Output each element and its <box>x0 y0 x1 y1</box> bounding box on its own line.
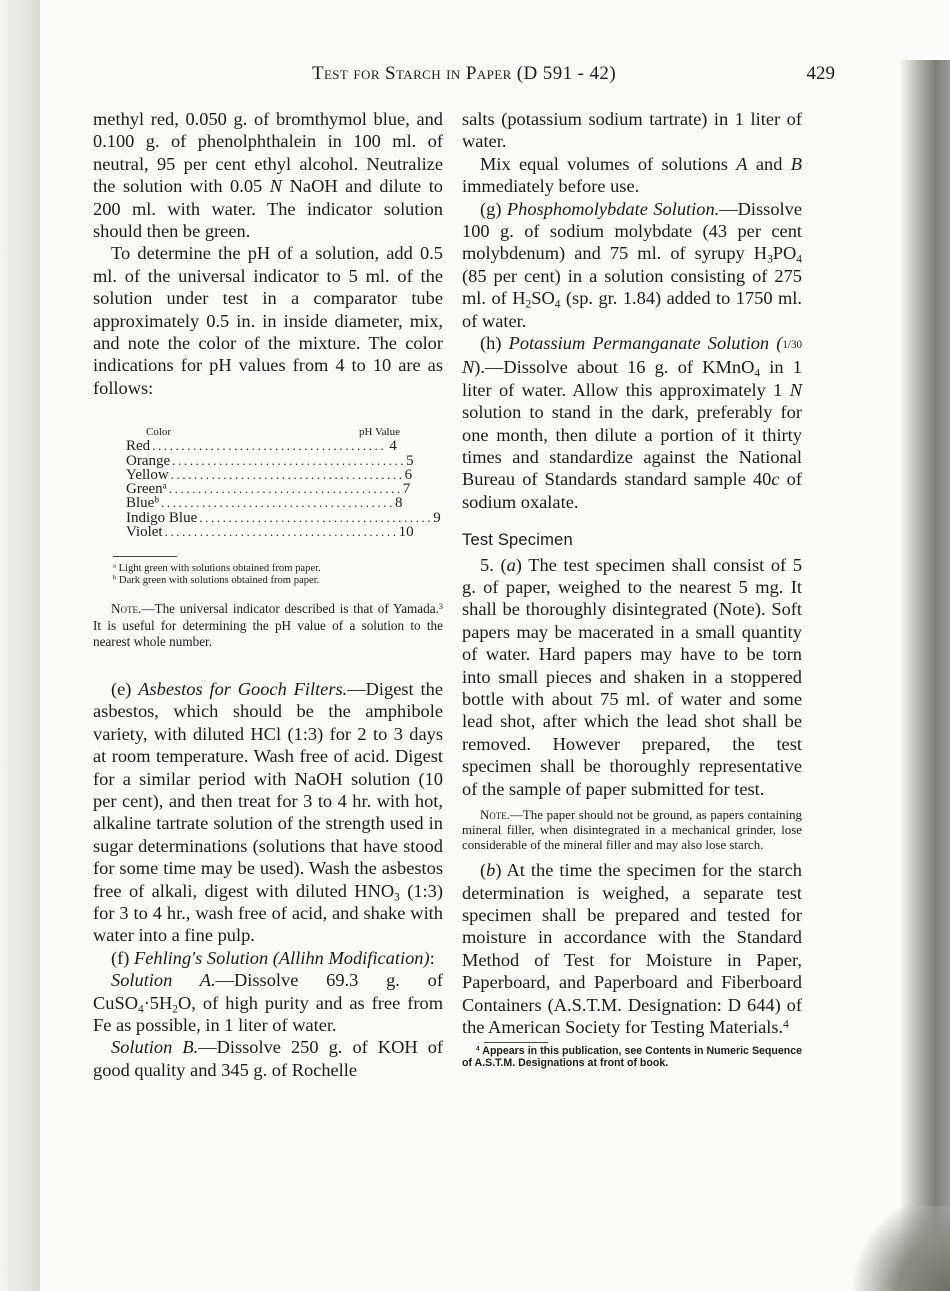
paragraph-test-specimen-b: (b) At the time the specimen for the starch determination is weighed, a separate test specimen shall be prepared and tested for moisture in accordance with the Standard Method of Test for Moisture in Paper, Paperboard, and Paperboard and Fiberboard Containers (A.S.T.M. Designation: D 644) of the American Society for Testing Materials.$^4$ <box>462 860 802 1037</box>
table-row: Yellow ........................................ 6 <box>126 466 413 483</box>
note-grinding: Note.—The paper should not be ground, as papers containing mineral filler, when disintegrated in a mechanical grinder, lose considerable of the mineral filler and may also lose starch. <box>462 808 802 853</box>
table-row: Indigo Blue ........................................ 9 <box>126 509 441 526</box>
table-row: Orange ........................................ 5 <box>126 452 414 469</box>
footnote-4: $^4$ Appears in this publication, see Contents in Numeric Sequence of A.S.T.M. Designations at front of book. <box>462 1045 802 1070</box>
footnote-divider <box>113 556 177 557</box>
table-row: Green$^a$ ........................................ 7 <box>126 481 411 498</box>
ph-table-header <box>126 425 400 439</box>
footnote-b: $^b$ Dark green with solutions obtained from paper. <box>113 575 320 587</box>
left-column <box>93 108 443 1081</box>
page-header <box>93 63 835 87</box>
table-row: Blue$^b$ ........................................ 8 <box>126 495 403 512</box>
ph-color-table <box>126 425 441 541</box>
paragraph-solution-b: Solution B.—Dissolve 250 g. of KOH of good quality and 345 g. of Rochelle <box>93 1037 444 1080</box>
paragraph-test-specimen-a: 5. (a) The test specimen shall consist of 5 g. of paper, weighed to the nearest 5 mg. It shall be thoroughly disintegrated (Note). Soft papers may be macerated in a small quantity of water. Hard papers may have to be torn into small pieces and shaken in a stoppered bottle with about 75 ml. of water and some lead shot, after which the lead shot shall be removed. However prepared, the test specimen shall be thoroughly representative of the sample of paper submitted for test. <box>462 554 803 799</box>
running-title: Test for Starch in Paper (D 591 - 42) <box>311 63 617 84</box>
section-heading-test-specimen: Test Specimen <box>462 531 573 550</box>
note-universal-indicator: Note.—The universal indicator described is that of Yamada.$^3$ It is useful for determining the pH value of a solution to the nearest whole number. <box>93 601 443 649</box>
paragraph-phosphomolybdate: (g) Phosphomolybdate Solution.—Dissolve 100 g. of sodium molybdate (43 per cent molybdenum) and 75 ml. of syrupy $H_3PO_4$ (85 per cent) in a solution consisting of 275 ml. of $H_2SO_4$ (sp. gr. 1.84) added to 1750 ml. of water. <box>462 198 802 331</box>
paragraph-ph-procedure: To determine the pH of a solution, add 0.5 ml. of the universal indicator to 5 ml. of the solution under test in a comparator tube approximately 0.5 in. in inside diameter, mix, and note the color of the mixture. The color indications for pH values from 4 to 10 are as follows: <box>93 243 443 398</box>
table-footnotes <box>113 563 443 587</box>
paragraph-permanganate: (h) Potassium Permanganate Solution (1/30 N).—Dissolve about 16 g. of KMnO$_4$ in 1 liter of water. Allow this approximately 1 N solution to stand in the dark, preferably for one month, then dilute a portion of it thirty times and standardize against the National Bureau of Standards standard sample 40c of sodium oxalate. <box>462 333 803 512</box>
paragraph-mix-solutions: Mix equal volumes of solutions A and B immediately before use. <box>462 153 802 197</box>
paragraph-rochelle-continued: salts (potassium sodium tartrate) in 1 liter of water. <box>462 109 802 152</box>
footnote-divider <box>484 1042 548 1043</box>
ph-column-header: pH Value <box>358 426 400 439</box>
table-row: Violet ........................................ 10 <box>126 524 414 541</box>
paragraph-asbestos: (e) Asbestos for Gooch Filters.—Digest the asbestos, which should be the amphibole variety, with diluted HCl (1:3) for 2 to 3 days at room temperature. Wash free of acid. Digest for a similar period with NaOH solution (10 per cent), and then treat for 3 to 4 hr. with hot, alkaline tartrate solution of the strength used in sugar determinations (solutions that have stood for some time may be used). Wash the asbestos free of alkali, digest with diluted $HNO_3$ (1:3) for 3 to 4 hr., wash free of acid, and shake with water into a fine pulp. <box>93 678 443 946</box>
table-row: Red ........................................ 4 <box>126 438 397 455</box>
page-number: 429 <box>806 63 835 84</box>
paragraph-indicator-continued: methyl red, 0.050 g. of bromthymol blue, and 0.100 g. of phenolphthalein in 100 ml. of neutral, 95 per cent ethyl alcohol. Neutralize the solution with 0.05 N NaOH and dilute to 200 ml. with water. The indicator solution should then be green. <box>93 109 443 242</box>
color-column-header: Color <box>146 426 172 439</box>
heading-fehlings-solution: (f) Fehling's Solution (Allihn Modification): <box>111 947 435 968</box>
paragraph-solution-a: Solution A.—Dissolve 69.3 g. of $CuSO_4\cdot 5H_2O$, of high purity and as free from Fe as possible, in 1 liter of water. <box>93 970 443 1036</box>
right-column <box>462 108 802 1069</box>
footnote-a: $^a$ Light green with solutions obtained from paper. <box>113 563 321 575</box>
